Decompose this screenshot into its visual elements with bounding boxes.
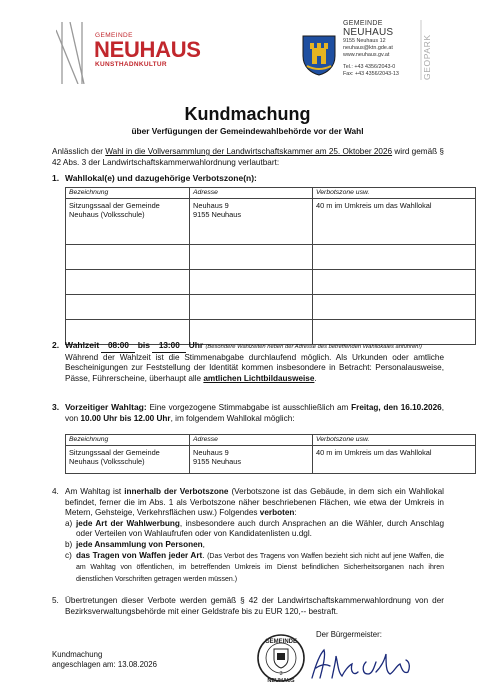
section-4-number: 4. [52,487,59,496]
section-5-number: 5. [52,596,59,605]
address-web[interactable]: www.neuhaus.gv.at [343,52,390,58]
voting-time-label: Wahlzeit [65,340,100,350]
early-voting-date: Freitag, den 16.10.2026 [351,403,442,412]
cell-adresse [190,295,313,320]
cell-bezeichnung [66,270,190,295]
cell-verbotszone [313,295,476,320]
posting-date-block [52,650,157,670]
seal-bottom-text: NEUHAUS [267,678,295,684]
cell-adresse [190,270,313,295]
prohibition-b-bold: jede Ansammlung von Personen [76,539,203,549]
early-voting-text [65,402,444,424]
voting-time-from: 08:00 [101,341,135,353]
prohibition-c-bold: das Tragen von Waffen jeder Art [76,550,203,560]
column-header-adresse: Adresse [190,188,313,199]
footer-posted-date: angeschlagen am: 13.08.2026 [52,660,157,669]
prohibition-item-a [65,519,444,540]
id-documents-text: Während der Wahlzeit ist die Stimmenabgabe durchlaufend möglich. Als Urkunden oder amtliche Bescheinigungen zur Feststellung der Identität kommen insbesondere in Betracht: Personalausweise, Pässe, Führerscheine, überhaupt alle [65,352,444,383]
section-2 [52,340,444,384]
page-subtitle: über Verfügungen der Gemeindewahlbehörde vor der Wahl [131,126,364,136]
cell-verbotszone [313,245,476,270]
section-1 [52,173,444,184]
mayor-label: Der Bürgermeister: [316,630,382,639]
mayor-signature [306,642,416,686]
prohibition-item-b [65,540,444,551]
section-3-number: 3. [52,402,60,412]
intro-paragraph [52,147,444,168]
table-row [66,295,476,320]
polling-station-table [65,187,476,345]
voting-time-uhr: Uhr [188,340,204,350]
column-header-verbotszone: Verbotszone usw. [313,188,476,199]
table-row [66,270,476,295]
table-row [66,245,476,270]
section-2-number: 2. [52,340,60,350]
cell-verbotszone: 40 m im Umkreis um das Wahllokal [313,199,476,245]
cell-adresse: Neuhaus 9 9155 Neuhaus [190,446,313,474]
coat-of-arms-icon [301,34,337,76]
geopark-text: GEOPARK [422,34,432,80]
cell-bezeichnung: Sitzungssaal der Gemeinde Neuhaus (Volksschule) [66,199,190,245]
address-email[interactable]: neuhaus@ktn.gde.at [343,45,393,51]
list-marker-c: c) [65,550,72,560]
table-header-row [66,435,476,446]
cell-adresse [190,245,313,270]
list-marker-a: a) [65,518,73,528]
intro-election-name: Wahl in die Vollversammlung der Landwirtschaftskammer am 25. Oktober 2026 [105,147,393,156]
prohibition-t2: (Verbotszone ist das Gebäude, in dem sich ein Wahllokal befindet, ferner die im Abs. 1 als Verbotszone näher beschriebenen Flächen, wie etwa der Umkreis in Metern, Gehsteige, Verkehrsflächen usw.) Folgendes [65,487,444,518]
gemeinde-tagline: KUNSTHADNKULTUR [95,61,167,68]
section-3 [52,402,444,424]
cell-verbotszone [313,270,476,295]
cell-adresse: Neuhaus 9 9155 Neuhaus [190,199,313,245]
prohibition-item-c [65,551,444,586]
prohibition-t3: : [294,508,297,518]
geopark-vertical-logo [420,20,432,80]
address-street: 9155 Neuhaus 12 [343,38,386,44]
table-row [66,446,476,474]
table-row [66,199,476,245]
prohibition-c-note: (Das Verbot des Tragens von Waffen bezieht sich nicht auf jene Waffen, die am Wahltag von öffentlichen, im betreffenden Umkreis im Dienst befindlichen Sicherheitsorganen nach ihren dienstlichen Vorschriften getragen werden müssen.) [76,552,444,583]
column-header-bezeichnung: Bezeichnung [66,435,190,446]
early-voting-hours: 10.00 Uhr bis 12.00 Uhr [80,413,171,423]
early-voting-table [65,434,476,474]
voting-time-bis: bis [137,340,151,350]
early-voting-t1: Eine vorgezogene Stimmabgabe ist ausschließlich am [146,403,352,412]
gemeinde-label: GEMEINDE [95,32,133,39]
cell-verbotszone: 40 m im Umkreis um das Wahllokal [313,446,476,474]
penalty-text: Übertretungen dieser Verbote werden gemäß § 42 der Landwirtschaftskammerwahlordnung von der Bezirksverwaltungsbehörde mit einer Geldstrafe bis zu EUR 120,-- bestraft. [65,596,444,616]
column-header-verbotszone: Verbotszone usw. [313,435,476,446]
voting-time-note: (Besondere Wahlzeiten neben der Adresse des betreffenden Wahllokales anführen!) [205,344,422,350]
cell-bezeichnung [66,295,190,320]
cell-bezeichnung [66,245,190,270]
section-1-heading: Wahllokal(e) und dazugehörige Verbotszone(n): [65,173,257,183]
letterhead [0,0,495,92]
early-voting-heading: Vorzeitiger Wahltag: [65,402,147,412]
intro-text-rest: wird gemäß § 42 Abs. 3 der Landwirtschaftskammerwahlordnung verlautbart: [52,147,444,167]
gemeinde-logo-lines-icon [56,22,86,84]
section-5 [52,596,444,617]
intro-text: Anlässlich der [52,147,106,156]
prohibition-a-bold: jede Art der Wahlwerbung [76,518,180,528]
prohibition-t1: Am Wahltag ist [65,487,125,496]
footer-kundmachung: Kundmachung [52,650,103,659]
seal-number: 3 [279,671,283,677]
prohibition-zone: innerhalb der Verbotszone [124,487,229,496]
early-voting-t3: , im folgendem Wahllokal möglich: [170,413,295,423]
section-4 [52,487,444,585]
address-line1: GEMEINDE [343,20,383,27]
voting-time-text [65,353,444,385]
page-title: Kundmachung [184,104,311,124]
prohibition-c-text: . [202,550,208,560]
section-1-number: 1. [52,173,60,183]
table-header-row [66,188,476,199]
id-documents-bold: amtlichen Lichtbildausweise [203,373,315,383]
address-line2: NEUHAUS [343,27,394,38]
prohibition-b-text: , [202,539,205,549]
prohibition-intro [65,487,444,519]
column-header-adresse: Adresse [190,435,313,446]
address-fax: Fax: +43 4356/2043-13 [343,71,399,77]
prohibition-a-text: , insbesondere auch durch Ansprachen an die Wähler, durch Anschlag oder Verteilen von Wahlaufrufen oder von Kandidatenlisten u.dgl. [76,518,444,539]
official-seal-stamp [256,631,306,685]
prohibition-verboten: verboten [259,508,295,518]
id-documents-end: . [314,373,317,383]
seal-top-text: GEMEINDE [264,639,298,645]
early-voting-t2: , von [65,403,444,423]
list-marker-b: b) [65,539,73,549]
cell-bezeichnung: Sitzungssaal der Gemeinde Neuhaus (Volksschule) [66,446,190,474]
column-header-bezeichnung: Bezeichnung [66,188,190,199]
gemeinde-name: NEUHAUS [94,37,201,62]
address-tel: Tel.: +43 4356/2043-0 [343,64,396,70]
voting-time-to: 13:00 [152,341,186,353]
voting-time-line [65,340,444,353]
